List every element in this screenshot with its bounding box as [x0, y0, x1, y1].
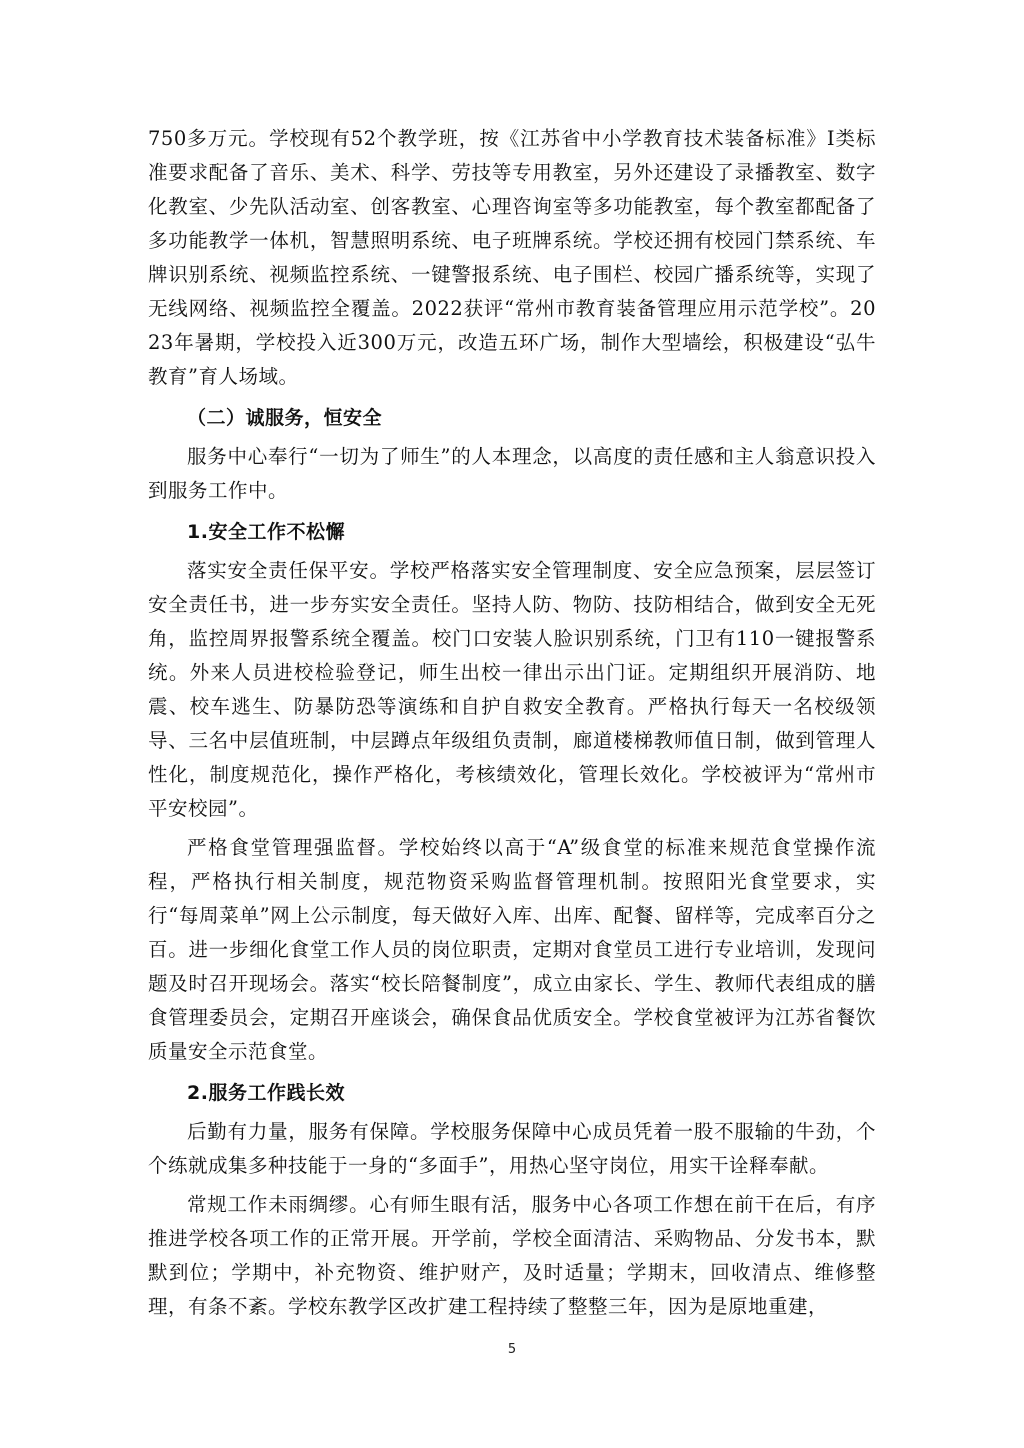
document-body [148, 122, 876, 1324]
paragraph-canteen-management: 严格食堂管理强监督。学校始终以高于“A”级食堂的标准来规范食堂操作流程，严格执行相关制度，规范物资采购监督管理机制。按照阳光食堂要求，实行“每周菜单”网上公示制度，每天做好入库、出库、配餐、留样等，完成率百分之百。进一步细化食堂工作人员的岗位职责，定期对食堂员工进行专业培训，发现问题及时召开现场会。落实“校长陪餐制度”，成立由家长、学生、教师代表组成的膳食管理委员会，定期召开座谈会，确保食品优质安全。学校食堂被评为江苏省餐饮质量安全示范食堂。 [148, 836, 876, 1063]
subheading-safety-work: 1.安全工作不松懈 [187, 521, 345, 543]
paragraph-routine-work: 常规工作未雨绸缪。心有师生眼有活，服务中心各项工作想在前干在后，有序推进学校各项工作的正常开展。开学前，学校全面清洁、采购物品、分发书本，默默到位；学期中，补充物资、维护财产，及时适量；学期末，回收清点、维修整理，有条不紊。学校东教学区改扩建工程持续了整整三年，因为是原地重建， [148, 1193, 876, 1318]
paragraph-safety-responsibility: 落实安全责任保平安。学校严格落实安全管理制度、安全应急预案，层层签订安全责任书，进一步夯实安全责任。坚持人防、物防、技防相结合，做到安全无死角，监控周界报警系统全覆盖。校门口安装人脸识别系统，门卫有110一键报警系统。外来人员进校检验登记，师生出校一律出示出门证。定期组织开展消防、地震、校车逃生、防暴防恐等演练和自护自救安全教育。严格执行每天一名校级领导、三名中层值班制，中层蹲点年级组负责制，廊道楼梯教师值日制，做到管理人性化，制度规范化，操作严格化，考核绩效化，管理长效化。学校被评为“常州市平安校园”。 [148, 559, 876, 820]
subheading-service-work: 2.服务工作践长效 [187, 1082, 345, 1104]
paragraph-logistics-support: 后勤有力量，服务有保障。学校服务保障中心成员凭着一股不服输的牛劲，个个练就成集多种技能于一身的“多面手”，用热心坚守岗位，用实干诠释奉献。 [148, 1120, 876, 1177]
paragraph-equipment: 750多万元。学校现有52个教学班，按《江苏省中小学教育技术装备标准》I类标准要求配备了音乐、美术、科学、劳技等专用教室，另外还建设了录播教室、数字化教室、少先队活动室、创客教室、心理咨询室等多功能教室，每个教室都配备了多功能教学一体机，智慧照明系统、电子班牌系统。学校还拥有校园门禁系统、车牌识别系统、视频监控系统、一键警报系统、电子围栏、校园广播系统等，实现了无线网络、视频监控全覆盖。2022获评“常州市教育装备管理应用示范学校”。2023年暑期，学校投入近300万元，改造五环广场，制作大型墙绘，积极建设“弘牛教育”育人场域。 [148, 127, 876, 388]
page-number: 5 [507, 1342, 517, 1357]
paragraph-service-philosophy: 服务中心奉行“一切为了师生”的人本理念，以高度的责任感和主人翁意识投入到服务工作中。 [148, 445, 876, 502]
section-heading-service-safety: （二）诚服务，恒安全 [187, 407, 383, 429]
